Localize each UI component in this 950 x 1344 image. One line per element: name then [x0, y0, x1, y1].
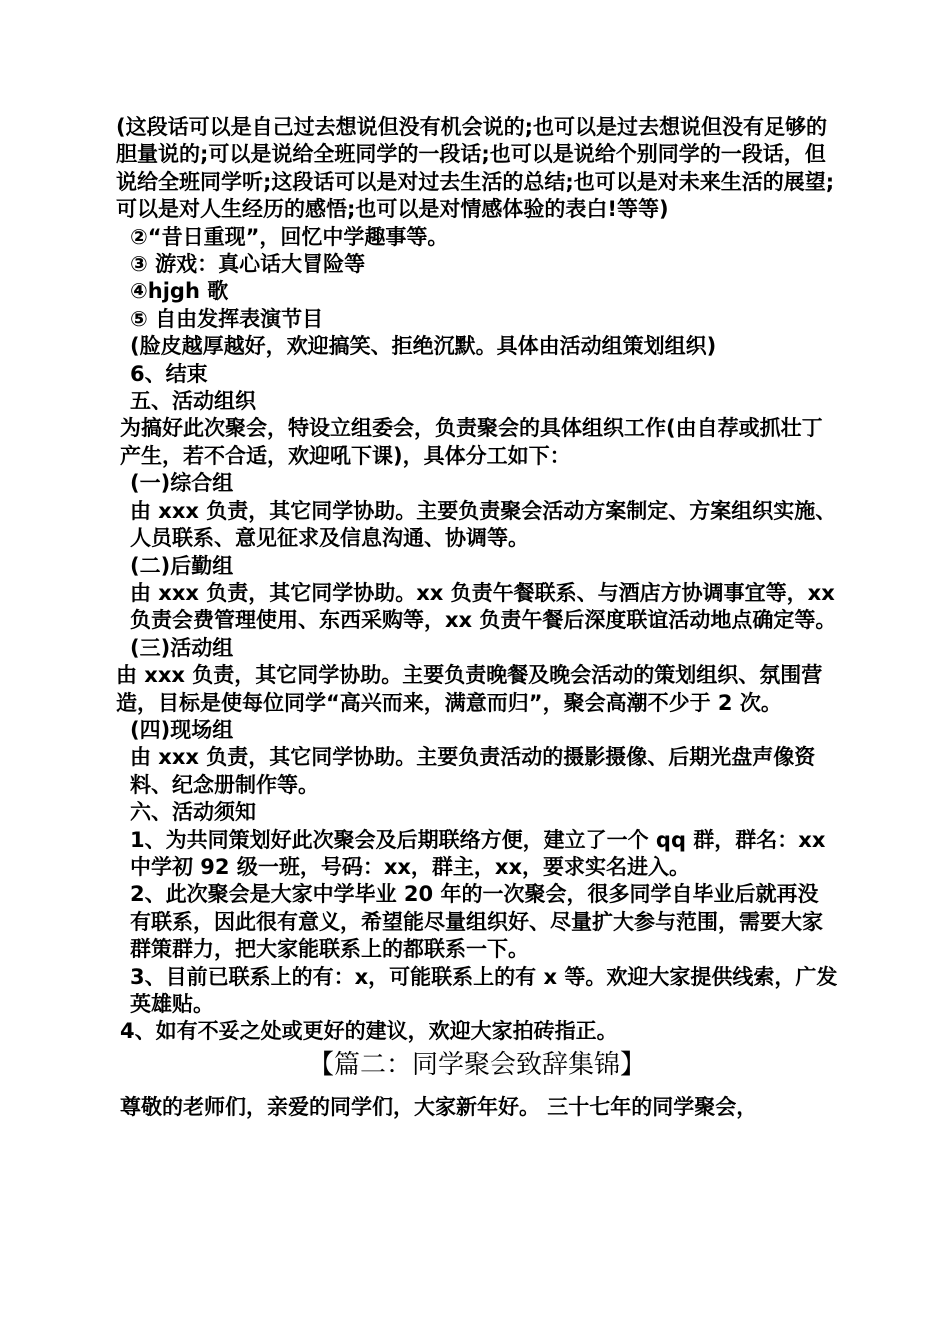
group-heading-1: (一)综合组: [130, 471, 234, 496]
list-item-5: ⑤ 自由发挥表演节目: [130, 306, 324, 331]
list-item-4: ④hjgh 歌: [130, 279, 229, 304]
notice-item-4: 4、如有不妥之处或更好的建议，欢迎大家拍砖指正。: [120, 1019, 618, 1044]
group-heading-4: (四)现场组: [130, 717, 234, 742]
paragraph-group-4: 由 xxx 负责，其它同学协助。主要负责活动的摄影摄像、后期光盘声像资料、纪念册制作等。: [130, 745, 816, 797]
notice-item-2: 2、此次聚会是大家中学毕业 20 年的一次聚会，很多同学自毕业后就再没有联系，因此很有意义，希望能尽量组织好、尽量扩大参与范围，需要大家群策群力，把大家能联系上的都联系一下。: [130, 882, 823, 962]
list-item-end: 6、结束: [130, 361, 208, 386]
notice-item-1: 1、为共同策划好此次聚会及后期联络方便，建立了一个 qq 群，群名：xx 中学初 92 级一班，号码：xx，群主，xx，要求实名进入。: [130, 827, 826, 879]
section-heading-part2: 【篇二：同学聚会致辞集锦】: [307, 1049, 646, 1080]
notice-item-3: 3、目前已联系上的有：x，可能联系上的有 x 等。欢迎大家提供线索，广发英雄贴。: [130, 964, 838, 1016]
group-heading-3: (三)活动组: [130, 635, 234, 660]
paragraph-group-1: 由 xxx 负责，其它同学协助。主要负责聚会活动方案制定、方案组织实施、人员联系、意见征求及信息沟通、协调等。: [130, 498, 837, 551]
paragraph-group-2: 由 xxx 负责，其它同学协助。xx 负责午餐联系、与酒店方协调事宜等，xx 负责会费管理使用、东西采购等，xx 负责午餐后深度联谊活动地点确定等。: [130, 580, 837, 633]
list-item-2: ②“昔日重现”，回忆中学趣事等。: [130, 224, 449, 249]
paragraph-note: (脸皮越厚越好，欢迎搞笑、拒绝沉默。具体由活动组策划组织): [130, 334, 717, 359]
paragraph-organization: 为搞好此次聚会，特设立组委会，负责聚会的具体组织工作(由自荐或抓壮丁产生，若不合适，欢迎吼下课)，具体分工如下：: [120, 416, 823, 468]
section-heading-6: 六、活动须知: [130, 800, 256, 825]
paragraph-intro-note: (这段话可以是自己过去想说但没有机会说的;也可以是过去想说但没有足够的胆量说的;可以是说给全班同学的一段话;也可以是说给个别同学的一段话，但说给全班同学听;这段话可以是对过去生活的总结;也可以是对未来生活的展望;可以是对人生经历的感悟;也可以是对情感体验的表白!等等): [116, 115, 835, 222]
document-page: [116, 114, 838, 1121]
paragraph-group-3: 由 xxx 负责，其它同学协助。主要负责晚餐及晚会活动的策划组织、氛围营造，目标是使每位同学“高兴而来，满意而归”，聚会高潮不少于 2 次。: [116, 663, 823, 715]
group-heading-2: (二)后勤组: [130, 553, 234, 578]
list-item-3: ③ 游戏：真心话大冒险等: [130, 252, 366, 277]
section-heading-5: 五、活动组织: [130, 389, 256, 414]
speech-opening-line: 尊敬的老师们，亲爱的同学们，大家新年好。 三十七年的同学聚会，: [120, 1094, 758, 1119]
